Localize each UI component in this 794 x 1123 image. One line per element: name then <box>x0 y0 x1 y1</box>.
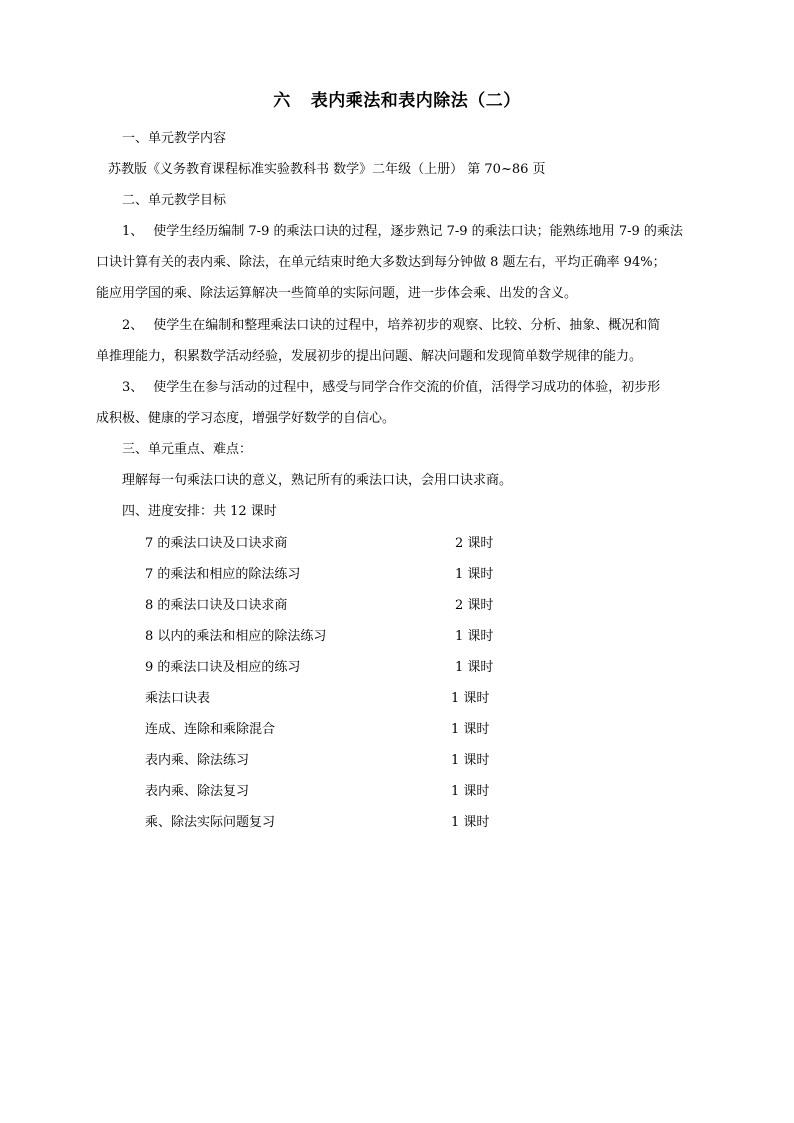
schedule-time: 1 课时 <box>455 660 494 675</box>
schedule-time: 1 课时 <box>455 629 494 644</box>
schedule-time: 1 课时 <box>455 567 494 582</box>
goal-1-line-3: 能应用学国的乘、除法运算解决一些简单的实际问题，进一步体会乘、出发的含义。 <box>96 286 578 301</box>
goal-2-line-1: 2、 使学生在编制和整理乘法口诀的过程中，培养初步的观察、比较、分析、抽象、概况和简 <box>122 318 661 333</box>
section-heading-goals: 二、单元教学目标 <box>122 193 227 208</box>
textbook-reference: 苏教版《义务教育课程标准实验教科书 数学》二年级（上册） 第 70~86 页 <box>108 162 546 177</box>
schedule-time: 1 课时 <box>451 815 490 830</box>
goal-3-line-1: 3、 使学生在参与活动的过程中，感受与同学合作交流的价值，活得学习成功的体验，初步形 <box>122 380 661 395</box>
chapter-number: 六 <box>273 91 291 111</box>
schedule-item: 连成、连除和乘除混合 <box>145 722 276 737</box>
goal-3-line-2: 成积极、健康的学习态度，增强学好数学的自信心。 <box>96 411 396 426</box>
schedule-time: 1 课时 <box>451 691 490 706</box>
section-heading-schedule: 四、进度安排：共 12 课时 <box>122 504 277 519</box>
schedule-time: 1 课时 <box>451 753 490 768</box>
schedule-item: 8 以内的乘法和相应的除法练习 <box>145 629 327 644</box>
schedule-item: 7 的乘法口诀及口诀求商 <box>145 536 288 551</box>
schedule-time: 2 课时 <box>455 536 494 551</box>
goal-1-number: 1、 <box>122 224 144 239</box>
section-heading-key-points: 三、单元重点、难点： <box>122 442 253 457</box>
goal-1-line-1: 1、 使学生经历编制 7-9 的乘法口诀的过程，逐步熟记 7-9 的乘法口诀；能熟练地用 7-9 的乘法 <box>122 224 683 239</box>
schedule-item: 乘法口诀表 <box>145 691 211 706</box>
schedule-item: 7 的乘法和相应的除法练习 <box>145 567 301 582</box>
schedule-time: 2 课时 <box>455 598 494 613</box>
schedule-item: 9 的乘法口诀及相应的练习 <box>145 660 301 675</box>
page-title <box>0 86 794 111</box>
key-points-content: 理解每一句乘法口诀的意义，熟记所有的乘法口诀，会用口诀求商。 <box>122 473 513 488</box>
section-heading-content: 一、单元教学内容 <box>122 131 227 146</box>
goal-2-line-2: 单推理能力，积累数学活动经验，发展初步的提出问题、解决问题和发现简单数学规律的能力。 <box>96 349 643 364</box>
goal-3-number: 3、 <box>122 380 144 395</box>
schedule-item: 乘、除法实际问题复习 <box>145 815 276 830</box>
schedule-item: 表内乘、除法复习 <box>145 784 250 799</box>
schedule-item: 8 的乘法口诀及口诀求商 <box>145 598 288 613</box>
chapter-title: 表内乘法和表内除法（二） <box>310 91 521 111</box>
goal-1-line-2: 口诀计算有关的表内乘、除法，在单元结束时绝大多数达到每分钟做 8 题左右，平均正确率 94%； <box>96 255 666 270</box>
schedule-item: 表内乘、除法练习 <box>145 753 250 768</box>
schedule-time: 1 课时 <box>451 784 490 799</box>
goal-2-number: 2、 <box>122 318 144 333</box>
schedule-time: 1 课时 <box>451 722 490 737</box>
